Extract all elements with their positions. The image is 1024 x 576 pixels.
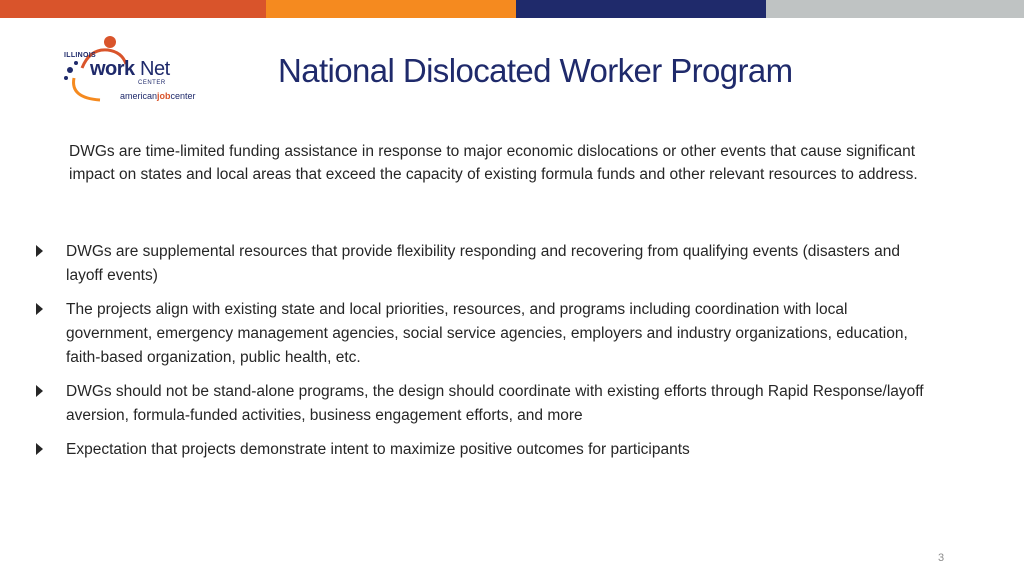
logo-center-text: CENTER — [138, 80, 166, 86]
worknet-logo — [60, 30, 220, 108]
logo-ajc-text: americanjobcenter — [120, 91, 196, 101]
color-bar-orange — [266, 0, 516, 18]
color-bar-gray — [766, 0, 1024, 18]
page-number: 3 — [938, 552, 945, 564]
intro-paragraph: DWGs are time-limited funding assistance in response to major economic dislocations or other events that cause significant impact on states and local areas that exceed the capacity of existing formula funds and other relevant resources to address. — [69, 143, 918, 183]
bullet-text: DWGs are supplemental resources that provide flexibility responding and recovering from qualifying events (disasters and layoff events) — [66, 243, 900, 284]
page-title: National Dislocated Worker Program — [278, 52, 793, 89]
logo-work-text: work — [90, 58, 135, 80]
bullet-text: Expectation that projects demonstrate intent to maximize positive outcomes for participants — [66, 441, 690, 458]
bullet-list — [36, 240, 936, 472]
bullet-arrow-icon — [36, 385, 43, 397]
list-item — [36, 298, 936, 370]
color-bar-navy — [516, 0, 766, 18]
bullet-text: The projects align with existing state and local priorities, resources, and programs including coordination with local government, emergency management agencies, social service agencies, employers and industry organizations, education, faith-based organization, public health, etc. — [66, 301, 908, 366]
bullet-arrow-icon — [36, 443, 43, 455]
color-bar-red — [0, 0, 266, 18]
logo-net-text: Net — [140, 58, 170, 80]
list-item — [36, 438, 936, 462]
top-color-bar — [0, 0, 1024, 18]
logo-illinois-text: ILLINOIS — [64, 52, 96, 59]
list-item — [36, 240, 936, 288]
bullet-arrow-icon — [36, 245, 43, 257]
list-item — [36, 380, 936, 428]
bullet-arrow-icon — [36, 303, 43, 315]
bullet-text: DWGs should not be stand-alone programs, the design should coordinate with existing efforts through Rapid Response/layoff aversion, formula-funded activities, business engagement efforts, and more — [66, 383, 924, 424]
